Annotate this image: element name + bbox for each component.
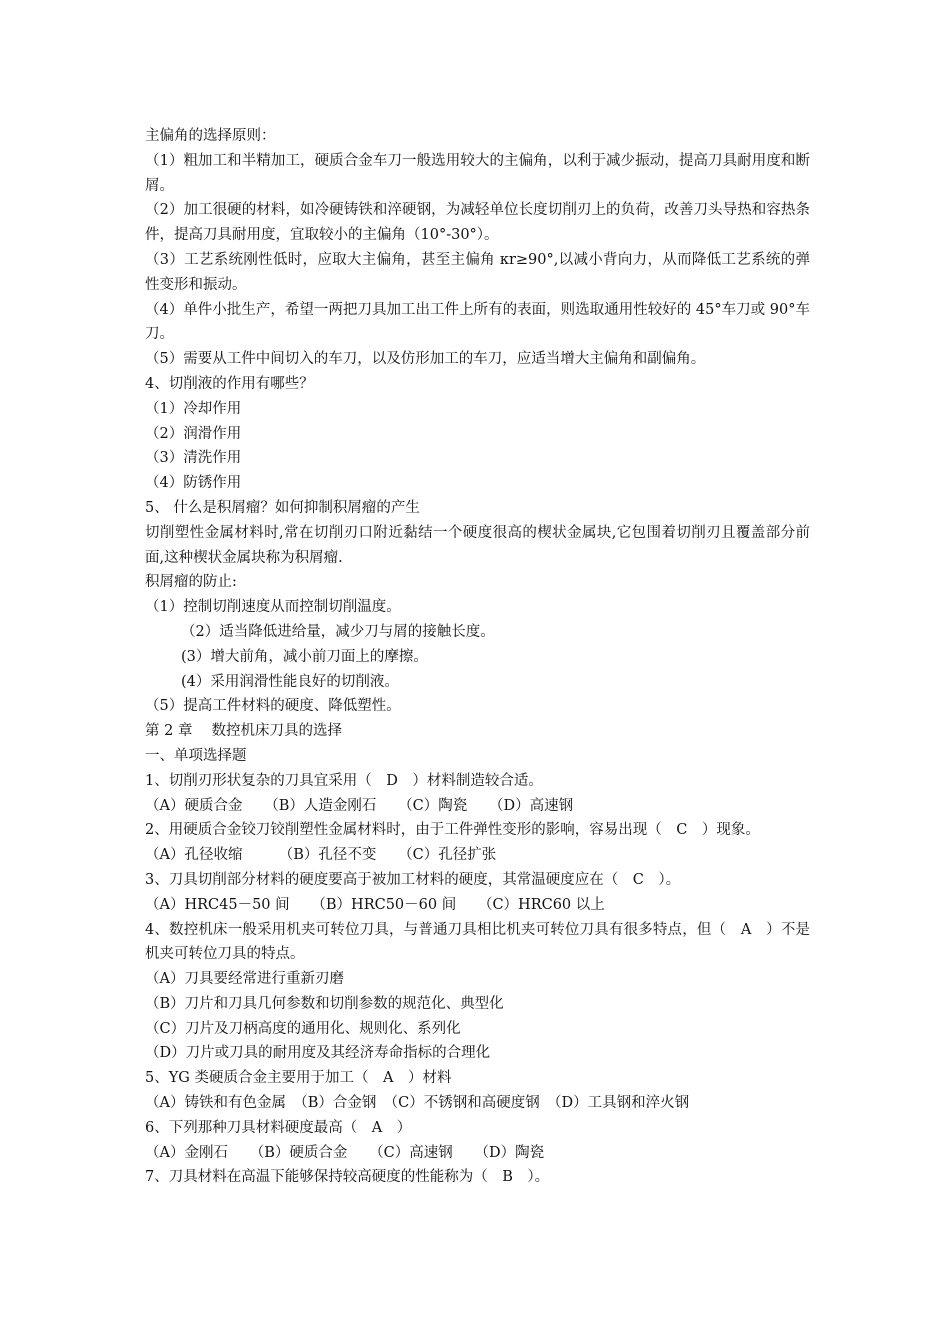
question-2-options: （A）孔径收缩 （B）孔径不变 （C）孔径扩张 [145,847,497,864]
question-4: 4、数控机床一般采用机夹可转位刀具，与普通刀具相比机夹可转位刀具有很多特点，但（ A ）不是机夹可转位刀具的特点。 [145,921,810,963]
list-item-prevention-1: （1）控制切削速度从而控制切削温度。 [145,599,401,616]
list-item-antirust: （4）防锈作用 [145,475,242,492]
paragraph-principle-2: （2）加工很硬的材料，如冷硬铸铁和淬硬钢，为减轻单位长度切削刃上的负荷，改善刀头导热和容热条件，提高刀具耐用度，宜取较小的主偏角（10°-30°）。 [145,202,810,244]
document-page [145,124,810,1190]
question-1-options: （A）硬质合金 （B）人造金刚石 （C）陶瓷 （D）高速钢 [145,797,574,814]
question-4-option-a: （A）刀具要经常进行重新刃磨 [145,971,344,988]
paragraph-built-up-edge-definition: 切削塑性金属材料时,常在切削刃口附近黏结一个硬度很高的楔状金属块,它包围着切削刃且覆盖部分前面,这种楔状金属块称为积屑瘤. [145,524,810,566]
question-5: 5、YG 类硬质合金主要用于加工（ A ）材料 [145,1070,452,1087]
question-3: 3、刀具切削部分材料的硬度要高于被加工材料的硬度，其常温硬度应在（ C ）。 [145,871,681,888]
heading-main-angle-principles: 主偏角的选择原则： [145,128,276,144]
question-5-options: （A）铸铁和有色金属 （B）合金钢 （C）不锈钢和高硬度钢 （D）工具钢和淬火钢 [145,1095,690,1112]
question-4-option-c: （C）刀片及刀柄高度的通用化、规则化、系列化 [145,1020,461,1037]
question-4-heading: 4、切削液的作用有哪些？ [145,375,314,392]
paragraph-principle-3: （3）工艺系统刚性低时，应取大主偏角，甚至主偏角 κr≥90°,以减小背向力，从而降低工艺系统的弹性变形和振动。 [145,251,810,293]
paragraph-principle-5: （5）需要从工件中间切入的车刀，以及仿形加工的车刀，应适当增大主偏角和副偏角。 [145,351,706,368]
subheading-prevention: 积屑瘤的防止: [145,574,237,591]
list-item-prevention-5: （5）提高工件材料的硬度、降低塑性。 [145,698,401,715]
question-2: 2、用硬质合金铰刀铰削塑性金属材料时，由于工件弹性变形的影响，容易出现（ C ）现象。 [145,822,760,839]
list-item-cooling: （1）冷却作用 [145,400,242,417]
question-3-options: （A）HRC45－50 间 （B）HRC50－60 间 （C）HRC60 以上 [145,896,605,913]
question-5-heading: 5、 什么是积屑瘤？如何抑制积屑瘤的产生 [145,499,420,516]
paragraph-principle-1: （1）粗加工和半精加工，硬质合金车刀一般选用较大的主偏角，以利于减少振动，提高刀具耐用度和断屑。 [145,152,810,194]
question-1: 1、切削刃形状复杂的刀具宜采用（ D ）材料制造较合适。 [145,772,543,789]
question-4-option-b: （B）刀片和刀具几何参数和切削参数的规范化、典型化 [145,995,504,1012]
question-7: 7、刀具材料在高温下能够保持较高硬度的性能称为（ B ）。 [145,1169,550,1186]
question-6-options: （A）金刚石 （B）硬质合金 （C）高速钢 （D）陶瓷 [145,1144,545,1161]
list-item-prevention-3: (3）增大前角，减小前刀面上的摩擦。 [181,648,428,665]
question-4-option-d: （D）刀片或刀具的耐用度及其经济寿命指标的合理化 [145,1045,491,1062]
question-6: 6、下列那种刀具材料硬度最高（ A ） [145,1119,412,1136]
list-item-prevention-2: （2）适当降低进给量，减少刀与屑的接触长度。 [181,623,495,640]
section-single-choice: 一、单项选择题 [145,747,247,764]
list-item-lubrication: （2）润滑作用 [145,425,242,442]
chapter-2-title: 第 2 章 数控机床刀具的选择 [145,723,343,740]
list-item-prevention-4: (4）采用润滑性能良好的切削液。 [181,673,399,690]
paragraph-principle-4: （4）单件小批生产，希望一两把刀具加工出工件上所有的表面，则选取通用性较好的 45°车刀或 90°车刀。 [145,301,810,343]
list-item-cleaning: （3）清洗作用 [145,450,242,467]
